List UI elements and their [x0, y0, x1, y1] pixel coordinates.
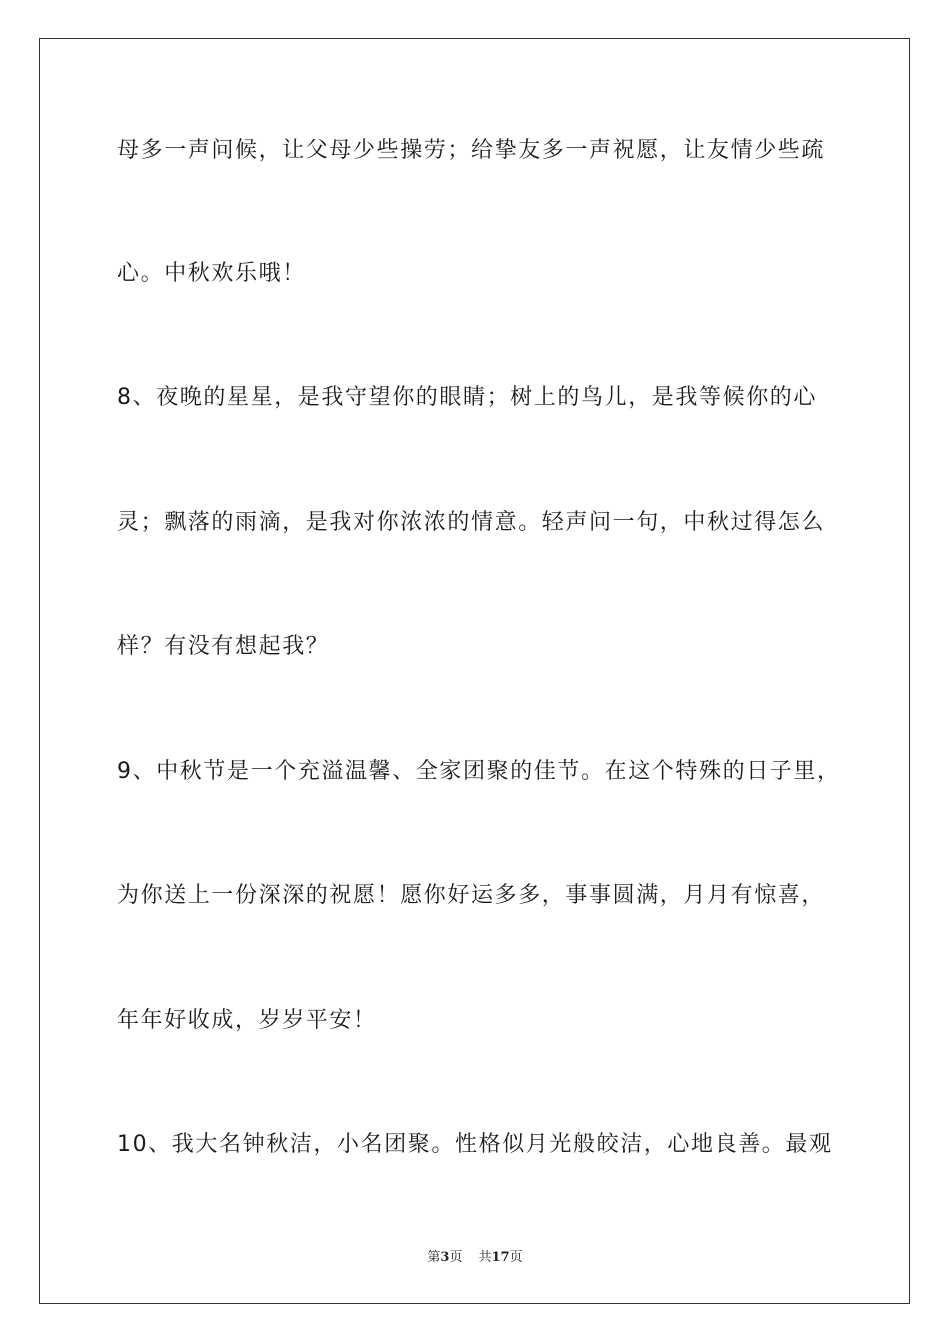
- body-text-line-3: 8、夜晚的星星，是我守望你的眼睛；树上的鸟儿，是我等候你的心: [117, 385, 817, 410]
- footer-total-suffix: 页: [509, 1250, 523, 1265]
- body-text-line-9: 10、我大名钟秋洁，小名团聚。性格似月光般皎洁，心地良善。最观: [117, 1132, 833, 1157]
- body-text-line-7: 为你送上一份深深的祝愿！愿你好运多多，事事圆满，月月有惊喜，: [117, 883, 826, 908]
- body-text-line-5: 样？有没有想起我？: [117, 634, 330, 659]
- body-text-line-6: 9、中秋节是一个充溢温馨、全家团聚的佳节。在这个特殊的日子里，: [117, 759, 841, 784]
- footer-total-prefix: 共: [478, 1250, 492, 1265]
- page-border: [39, 38, 910, 1304]
- body-text-line-4: 灵；飘落的雨滴，是我对你浓浓的情意。轻声问一句，中秋过得怎么: [117, 510, 826, 535]
- footer-page-suffix: 页: [449, 1250, 463, 1265]
- footer-total-pages: 17: [491, 1250, 510, 1265]
- body-text-line-2: 心。中秋欢乐哦！: [117, 261, 306, 286]
- body-text-line-1: 母多一声问候，让父母少些操劳；给挚友多一声祝愿，让友情少些疏: [117, 138, 826, 163]
- footer-page-number: 3: [440, 1250, 450, 1265]
- page-footer: [0, 1246, 950, 1265]
- footer-page-prefix: 第: [427, 1250, 441, 1265]
- body-text-line-8: 年年好收成，岁岁平安！: [117, 1008, 377, 1033]
